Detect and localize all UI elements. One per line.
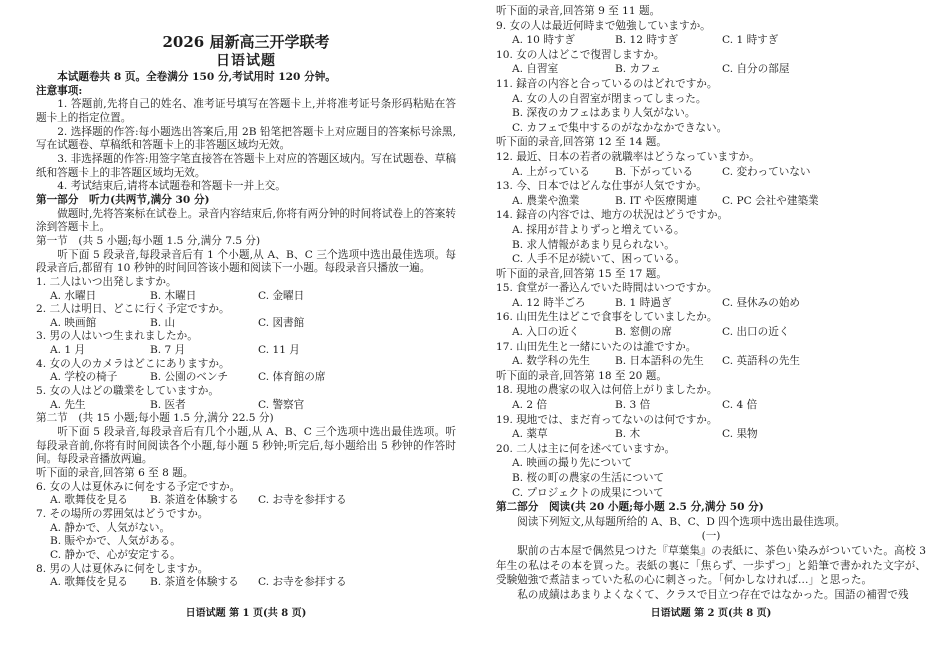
group-prompt: 听下面的录音,回答第 18 至 20 题。 <box>496 369 667 382</box>
question-stem: 11. 録音の内容と合っているのはどれですか。 <box>496 77 718 90</box>
option-b: B. 3 倍 <box>615 399 651 412</box>
question-options <box>496 194 926 209</box>
option-a: A. 水曜日 <box>50 289 97 302</box>
listening-heading: 第一部分 听力(共两节,满分 30 分) <box>36 193 210 206</box>
option-b: B. 山 <box>150 316 176 329</box>
question-stem: 9. 女の人は最近何時まで勉強していますか。 <box>496 19 711 32</box>
option-a: A. 映画館 <box>50 316 97 329</box>
question-stem: 5. 女の人はどの職業をしていますか。 <box>36 385 219 398</box>
option-b: B. 茶道を体験する <box>150 576 239 589</box>
option-b: B. 深夜のカフェはあまり人気がない。 <box>512 107 696 120</box>
option-a: A. 上がっている <box>512 165 590 178</box>
option-b: B. 窓側の席 <box>615 326 672 339</box>
question-options <box>496 62 926 77</box>
question-options <box>36 344 456 358</box>
option-b: B. 茶道を体験する <box>150 494 239 507</box>
question-options <box>496 165 926 180</box>
option-c: C. 人手不足が続いて、困っている。 <box>512 253 686 266</box>
option-c: C. 出口の近く <box>722 326 790 339</box>
option-b: B. 7 月 <box>150 344 186 357</box>
passage-paragraph-2: 私の成績はあまりよくなくて、クラスで目立つ存在ではなかった。国語の補習で残 <box>517 588 909 601</box>
exam-summary: 本试题卷共 8 页。全卷满分 150 分,考试用时 120 分钟。 <box>57 71 336 83</box>
question-stem: 14. 録音の内容では、地方の状況はどうですか。 <box>496 209 729 222</box>
note-item-4: 4. 考试结束后,请将本试题卷和答题卡一并上交。 <box>57 180 286 193</box>
section2-heading: 第二节 (共 15 小题;每小题 1.5 分,满分 22.5 分) <box>36 412 274 425</box>
option-a: A. 女の人の自習室が閉まってしまった。 <box>512 92 707 105</box>
question-10 <box>496 48 926 77</box>
option-a: A. 自習室 <box>512 63 559 76</box>
question-options <box>496 398 926 413</box>
question-7 <box>36 508 456 563</box>
question-3 <box>36 330 456 357</box>
question-stem: 20. 二人は主に何を述べていますか。 <box>496 442 676 455</box>
option-c: C. 英語科の先生 <box>722 355 801 368</box>
page-1-column <box>36 33 456 590</box>
question-stem: 8. 男の人は夏休みに何をしますか。 <box>36 562 209 575</box>
option-c: C. 果物 <box>722 428 758 441</box>
question-14 <box>496 208 926 266</box>
question-stem: 6. 女の人は夏休みに何をする予定ですか。 <box>36 480 241 493</box>
reading-heading: 第二部分 阅读(共 20 小题;每小题 2.5 分,满分 50 分) <box>496 501 764 514</box>
question-stem: 4. 女の人のカメラはどこにありますか。 <box>36 357 230 370</box>
question-options <box>496 427 926 442</box>
question-20 <box>496 442 926 500</box>
option-a: A. 採用が昔よりずっと増えている。 <box>512 223 685 236</box>
question-9 <box>496 19 926 48</box>
question-stem: 13. 今、日本ではどんな仕事が人気ですか。 <box>496 180 707 193</box>
section2-intro: 听下面 5 段录音,每段录音后有几个小题,从 A、B、C 三个选项中选出最佳选项。听每段录音前,你将有时间阅读各个小题,每小题 5 秒钟;听完后,每小题给出 5 秒钟的作答时间。每段录音播放两遍。 <box>36 426 456 466</box>
question-stem: 18. 現地の農家の収入は何倍上がりましたか。 <box>496 384 718 397</box>
question-stem: 16. 山田先生はどこで食事をしていましたか。 <box>496 311 718 324</box>
page-2-footer: 日语试题 第 2 页(共 8 页) <box>650 608 772 619</box>
page-1-footer: 日语试题 第 1 页(共 8 页) <box>185 608 307 619</box>
note-item-1: 1. 答题前,先将自己的姓名、准考证号填写在答题卡上,并将准考证号条形码粘贴在答题卡上的指定位置。 <box>36 98 456 124</box>
question-stem: 1. 二人はいつ出発しますか。 <box>36 275 177 288</box>
group-prompt: 听下面的录音,回答第 6 至 8 题。 <box>36 467 194 480</box>
option-b: B. 求人情報があまり見られない。 <box>512 238 675 251</box>
option-b: B. 公園のベンチ <box>150 371 229 384</box>
question-15 <box>496 281 926 310</box>
option-b: B. 日本語科の先生 <box>615 355 704 368</box>
question-options <box>36 290 456 304</box>
question-options <box>36 522 456 563</box>
option-a: A. 薬草 <box>512 428 548 441</box>
group-prompt: 听下面的录音,回答第 15 至 17 题。 <box>496 267 667 280</box>
option-c: C. 金曜日 <box>258 289 305 302</box>
option-b: B. 下がっている <box>615 165 694 178</box>
question-13 <box>496 179 926 208</box>
question-12 <box>496 150 926 179</box>
option-b: B. 12 時すぎ <box>615 34 679 47</box>
option-a: A. 歌舞伎を見る <box>50 494 128 507</box>
question-17 <box>496 340 926 369</box>
question-options <box>36 494 456 508</box>
option-a: A. 静かで、人気がない。 <box>50 521 171 534</box>
question-options <box>36 371 456 385</box>
option-a: A. 映画の撮り先について <box>512 457 633 470</box>
question-options <box>496 33 926 48</box>
notes-heading: 注意事项: <box>36 84 83 97</box>
question-stem: 17. 山田先生と一緒にいたのは誰ですか。 <box>496 340 697 353</box>
option-b: B. IT や医療関連 <box>615 194 698 207</box>
group-prompt: 听下面的录音,回答第 12 至 14 题。 <box>496 136 667 149</box>
option-a: A. 2 倍 <box>512 399 548 412</box>
option-c: C. カフェで集中するのがなかなかできない。 <box>512 121 728 134</box>
section1-heading: 第一节 (共 5 小题;每小题 1.5 分,满分 7.5 分) <box>36 234 261 247</box>
group-prompt: 听下面的录音,回答第 9 至 11 题。 <box>496 5 661 17</box>
question-options <box>36 399 456 413</box>
option-c: C. PC 会社や建築業 <box>722 194 819 207</box>
option-c: C. 静かで、心が安定する。 <box>50 548 181 561</box>
question-stem: 12. 最近、日本の若者の就職率はどうなっていますか。 <box>496 150 760 163</box>
question-stem: 3. 男の人はいつ生まれましたか。 <box>36 330 198 343</box>
note-item-2: 2. 选择题的作答:每小题选出答案后,用 2B 铅笔把答题卡上对应题目的答案标号涂黑,写在试题卷、草稿纸和答题卡上的非答题区域均无效。 <box>36 125 456 152</box>
option-c: C. 図書館 <box>258 316 305 329</box>
question-8 <box>36 563 456 590</box>
passage-paragraph-1: 駅前の古本屋で偶然見つけた『草葉集』の表紙に、茶色い染みがついていた。高校 3 年生の私はその本を買った。表紙の裏に「焦らず、一歩ずつ」と鉛筆で書かれた文字が、受験勉強で煮詰まっていた私の心に刺さった。「何かしなければ…」と思った。 <box>496 544 926 587</box>
question-stem: 7. その場所の雰囲気はどうですか。 <box>36 508 209 520</box>
option-c: C. 昼休みの始め <box>722 296 801 309</box>
option-c: C. お寺を参拝する <box>258 576 347 589</box>
option-a: A. 数学科の先生 <box>512 355 590 368</box>
option-c: C. 1 時すぎ <box>722 34 779 47</box>
option-b: B. 賑やかで、人気がある。 <box>50 535 181 548</box>
question-stem: 10. 女の人はどこで復習しますか。 <box>496 48 665 61</box>
question-4 <box>36 358 456 385</box>
question-stem: 15. 食堂が一番込んでいた時間はいつですか。 <box>496 282 718 295</box>
exam-subject: 日语试题 <box>216 53 276 69</box>
option-c: C. 警察官 <box>258 398 305 411</box>
option-c: C. プロジェクトの成果について <box>512 486 664 499</box>
question-18 <box>496 383 926 412</box>
option-a: A. 入口の近く <box>512 326 580 339</box>
option-c: C. 4 倍 <box>722 399 758 412</box>
option-a: A. 12 時半ごろ <box>512 296 586 309</box>
option-b: B. 医者 <box>150 398 186 411</box>
option-a: A. 農業や漁業 <box>512 194 580 207</box>
option-b: B. カフェ <box>615 63 661 76</box>
option-c: C. 体育館の席 <box>258 371 326 384</box>
question-options <box>36 576 456 590</box>
option-a: A. 先生 <box>50 398 86 411</box>
question-options <box>496 354 926 369</box>
question-stem: 19. 現地では、まだ育ってないのは何ですか。 <box>496 413 718 426</box>
question-19 <box>496 413 926 442</box>
reading-intro: 阅读下列短文,从每题所给的 A、B、C、D 四个选项中选出最佳选项。 <box>517 515 846 528</box>
option-a: A. 歌舞伎を見る <box>50 576 128 589</box>
question-options <box>496 223 926 267</box>
option-b: B. 木 <box>615 428 641 441</box>
question-options <box>496 92 926 136</box>
question-options <box>36 317 456 331</box>
question-stem: 2. 二人は明日、どこに行く予定ですか。 <box>36 303 230 316</box>
note-item-3: 3. 非选择题的作答:用签字笔直接答在答题卡上对应的答题区域内。写在试题卷、草稿纸和答题卡上的非答题区域均无效。 <box>36 152 456 179</box>
page-2-column <box>496 4 926 602</box>
option-b: B. 1 時過ぎ <box>615 296 672 309</box>
question-2 <box>36 303 456 330</box>
question-11 <box>496 77 926 135</box>
section1-intro: 听下面 5 段录音,每段录音后有 1 个小题,从 A、B、C 三个选项中选出最佳选项。每段录音后,都留有 10 秒钟的时间回答该小题和阅读下一小题。每段录音只播放一遍。 <box>36 248 456 275</box>
option-a: A. 1 月 <box>50 344 86 357</box>
question-options <box>496 296 926 311</box>
listening-intro: 做题时,先将答案标在试卷上。录音内容结束后,你将有两分钟的时间将试卷上的答案转涂到答题卡上。 <box>36 207 456 234</box>
option-c: C. お寺を参拝する <box>258 494 347 507</box>
option-c: C. 11 月 <box>258 344 300 357</box>
exam-title: 2026 届新高三开学联考 <box>162 33 330 51</box>
question-16 <box>496 310 926 339</box>
question-options <box>496 325 926 340</box>
option-c: C. 自分の部屋 <box>722 63 790 76</box>
option-b: B. 木曜日 <box>150 289 197 302</box>
question-options <box>496 456 926 500</box>
question-6 <box>36 481 456 508</box>
passage-label: (一) <box>701 530 721 543</box>
option-b: B. 桜の町の農家の生活について <box>512 472 665 484</box>
question-1 <box>36 276 456 303</box>
option-a: A. 10 時すぎ <box>512 34 576 47</box>
question-5 <box>36 385 456 412</box>
option-a: A. 学校の椅子 <box>50 371 118 384</box>
option-c: C. 変わっていない <box>722 165 811 178</box>
